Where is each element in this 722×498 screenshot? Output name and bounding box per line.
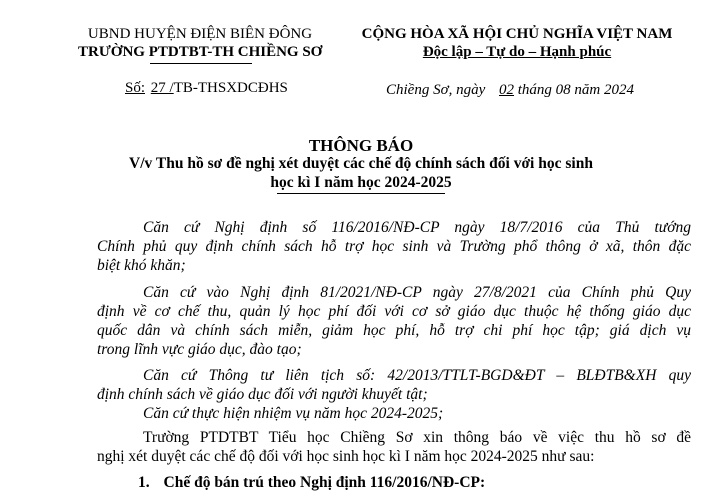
school-name: TRƯỜNG PTDTBT-TH CHIỀNG SƠ — [78, 44, 323, 60]
ref-prefix: Số: — [125, 80, 146, 96]
paragraph-line: biệt khó khăn; — [97, 257, 186, 274]
paragraph-line: nghị xét duyệt các chế độ đối với học sinh học kì I năm học 2024-2025 như sau: — [97, 448, 595, 465]
paragraph-line: quốc dân và chính sách miễn, giảm học phí, hỗ trợ chi phí học tập; giá dịch vụ — [97, 322, 691, 339]
legal-basis-circular-42 — [97, 366, 691, 404]
school-underline — [150, 63, 252, 64]
paragraph-line: định về cơ chế thu, quản lý học phí đối với cơ sở giáo dục thuộc hệ thống giáo dục — [97, 303, 691, 320]
section-1-number: 1. — [138, 474, 150, 491]
paragraph-line: định chính sách về giáo dục đối với người khuyết tật; — [97, 386, 428, 403]
announcement-intro — [97, 428, 691, 466]
place-and-date — [386, 82, 634, 99]
subject-line-2: học kì I năm học 2024-2025 — [270, 174, 452, 191]
document-title: THÔNG BÁO — [308, 136, 414, 155]
date-month-year: tháng 08 năm 2024 — [517, 82, 634, 98]
paragraph-line: Căn cứ Thông tư liên tịch số: 42/2013/TTLT-BGD&ĐT – BLĐTB&XH quy — [143, 367, 691, 384]
paragraph-line: Chính phủ quy định chính sách hỗ trợ học sinh và Trường phổ thông ở xã, thôn đặc — [97, 238, 691, 255]
ref-number: 27 / — [150, 80, 174, 96]
section-1-text: Chế độ bán trú theo Nghị định 116/2016/NĐ-CP: — [163, 474, 486, 491]
document-reference — [125, 80, 288, 97]
legal-basis-decree-81 — [97, 283, 691, 359]
ref-code: TB-THSXDCĐHS — [173, 80, 288, 96]
date-day: 02 — [499, 82, 514, 98]
paragraph-line: Căn cứ thực hiện nhiệm vụ năm học 2024-2025; — [143, 405, 444, 422]
place-date-prefix: Chiềng Sơ, ngày — [386, 82, 486, 98]
motto-text: Độc lập – Tự do – Hạnh phúc — [422, 44, 612, 60]
legal-basis-decree-116 — [97, 218, 691, 275]
paragraph-line: Trường PTDTBT Tiểu học Chiềng Sơ xin thông báo về việc thu hồ sơ đề — [143, 429, 691, 446]
paragraph-line: Căn cứ Nghị định số 116/2016/NĐ-CP ngày 18/7/2016 của Thủ tướng — [143, 219, 691, 236]
subject-line-1: V/v Thu hồ sơ đề nghị xét duyệt các chế độ chính sách đối với học sinh — [129, 155, 593, 172]
paragraph-line: trong lĩnh vực giáo dục, đào tạo; — [97, 341, 302, 358]
legal-basis-school-year-tasks — [97, 404, 691, 423]
paragraph-line: Căn cứ vào Nghị định 81/2021/NĐ-CP ngày 27/8/2021 của Chính phủ Quy — [143, 284, 691, 301]
subject-underline — [277, 193, 445, 194]
section-1-heading — [138, 474, 485, 492]
national-motto — [357, 44, 677, 61]
nation-name: CỘNG HÒA XÃ HỘI CHỦ NGHĨA VIỆT NAM — [361, 26, 673, 42]
agency-name: UBND HUYỆN ĐIỆN BIÊN ĐÔNG — [87, 26, 313, 42]
